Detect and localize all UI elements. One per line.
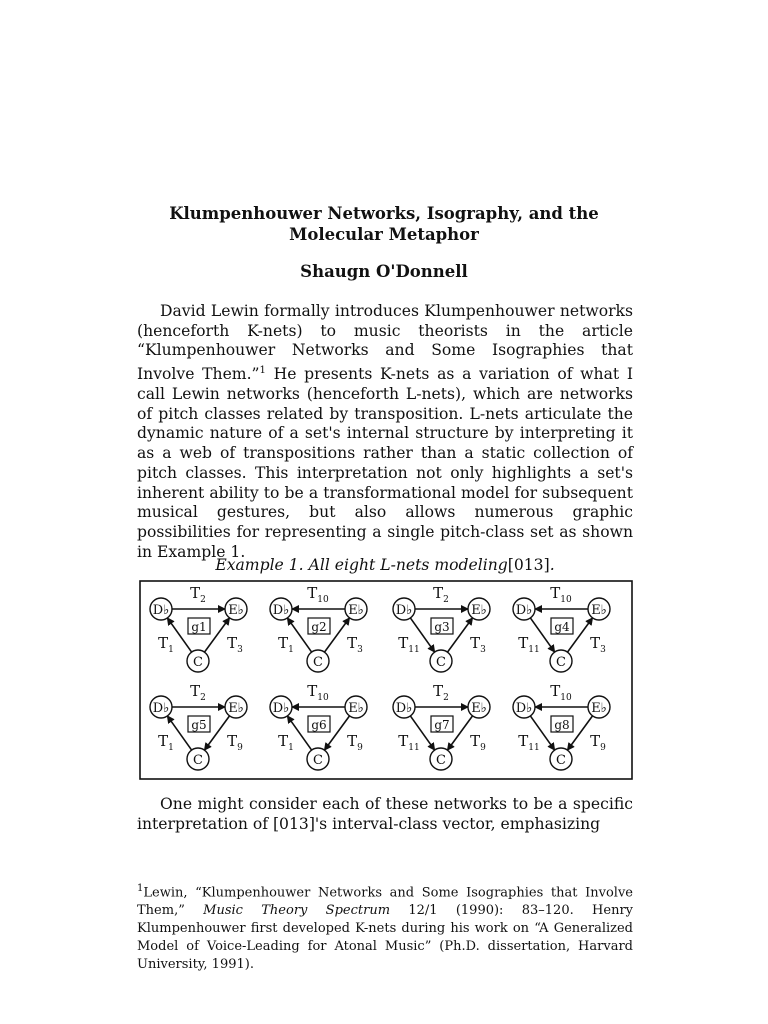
right-edge-label: $T_9$: [590, 732, 606, 753]
node-top-right-label: E♭: [228, 701, 244, 716]
node-top-left-label: D♭: [395, 603, 413, 618]
top-edge-label: $T_2$: [190, 584, 206, 605]
node-top-right-label: E♭: [471, 701, 487, 716]
lnet-network: [150, 584, 247, 672]
network-label: g5: [191, 718, 207, 732]
node-bottom-label: C: [193, 753, 203, 768]
footnote: [137, 880, 633, 974]
network-label: g8: [554, 718, 570, 732]
left-edge-label: $T_1$: [158, 732, 174, 753]
footnote-ref[interactable]: 1: [259, 365, 266, 377]
left-edge-label: $T_1$: [278, 634, 294, 655]
author-name: Shaugn O'Donnell: [300, 262, 468, 281]
network-label: g3: [434, 620, 450, 634]
left-edge-label: $T_{11}$: [518, 732, 540, 753]
right-edge-label: $T_9$: [470, 732, 486, 753]
left-edge-label: $T_{11}$: [518, 634, 540, 655]
article-title: [150, 203, 618, 245]
top-edge-label: $T_2$: [433, 584, 449, 605]
footnote-text-end: 12/1 (1990): 83–120. Henry Klumpenhouwer first developed K-nets during his work on “A Generalized Model of Voice-Leading for Atonal Music” (Ph.D. dissertation, Harvard University, 1991).: [137, 903, 633, 973]
lnet-network: [270, 682, 367, 770]
right-edge-label: $T_3$: [470, 634, 486, 655]
lnet-network: [513, 682, 610, 770]
left-edge-label: $T_{11}$: [398, 634, 420, 655]
left-edge-label: $T_{11}$: [398, 732, 420, 753]
title-line-1: Klumpenhouwer Networks, Isography, and the: [169, 204, 599, 223]
right-edge-label: $T_9$: [347, 732, 363, 753]
intro-paragraph: [137, 302, 633, 562]
network-label: g1: [191, 620, 207, 634]
footnote-text-start: Lewin, “Klumpenhouwer Networks and Some Isographies that Involve Them,”: [137, 885, 633, 919]
footnote-mark: 1: [137, 883, 144, 894]
footnote-journal: Music Theory Spectrum: [203, 903, 391, 919]
node-top-right-label: E♭: [228, 603, 244, 618]
top-edge-label: $T_{10}$: [307, 584, 329, 605]
right-edge-label: $T_9$: [227, 732, 243, 753]
node-bottom-label: C: [556, 753, 566, 768]
node-top-left-label: D♭: [272, 701, 290, 716]
right-edge-label: $T_3$: [347, 634, 363, 655]
lnet-network: [270, 584, 367, 672]
node-top-right-label: E♭: [471, 603, 487, 618]
lnet-diagram: [139, 580, 633, 780]
top-edge-label: $T_{10}$: [550, 584, 572, 605]
node-bottom-label: C: [556, 655, 566, 670]
node-top-right-label: E♭: [348, 701, 364, 716]
caption-italic: Example 1. All eight L-nets modeling: [215, 556, 508, 574]
top-edge-label: $T_2$: [190, 682, 206, 703]
network-label: g4: [554, 620, 570, 634]
node-top-right-label: E♭: [348, 603, 364, 618]
node-top-left-label: D♭: [272, 603, 290, 618]
caption-end: .: [549, 556, 555, 574]
node-top-left-label: D♭: [515, 603, 533, 618]
intro-text-after-ref: He presents K-nets as a variation of what I call Lewin networks (henceforth L-nets), which are networks of pitch classes related by transposition. L-nets articulate the dynamic nature of a set's internal structure by interpreting it as a web of transpositions rather than a static collection of pitch classes. This interpretation not only highlights a set's inherent ability to be a transformational model for subsequent musical gestures, but also allows numerous graphic possibilities for representing a single pitch-class set as shown in Example 1.: [137, 365, 633, 561]
caption-set: [013]: [507, 556, 550, 574]
right-edge-label: $T_3$: [590, 634, 606, 655]
left-edge-label: $T_1$: [158, 634, 174, 655]
node-bottom-label: C: [313, 655, 323, 670]
node-top-left-label: D♭: [152, 701, 170, 716]
second-paragraph: One might consider each of these networks to be a specific interpretation of [013]'s interval-class vector, emphasizing: [137, 795, 633, 833]
title-line-2: Molecular Metaphor: [289, 225, 479, 244]
network-label: g7: [434, 718, 450, 732]
lnet-network: [393, 584, 490, 672]
node-top-left-label: D♭: [152, 603, 170, 618]
node-bottom-label: C: [436, 753, 446, 768]
intro-text-before-ref: David Lewin formally introduces Klumpenhouwer networks (henceforth K-nets) to music theorists in the article “Klumpenhouwer Networks and Some Isographies that Involve Them.”: [137, 302, 633, 384]
lnet-figure: [139, 580, 633, 780]
node-top-left-label: D♭: [395, 701, 413, 716]
node-top-left-label: D♭: [515, 701, 533, 716]
node-top-right-label: E♭: [591, 603, 607, 618]
node-bottom-label: C: [436, 655, 446, 670]
top-edge-label: $T_{10}$: [307, 682, 329, 703]
lnet-network: [393, 682, 490, 770]
lnet-network: [513, 584, 610, 672]
network-label: g2: [311, 620, 327, 634]
left-edge-label: $T_1$: [278, 732, 294, 753]
network-label: g6: [311, 718, 327, 732]
node-bottom-label: C: [313, 753, 323, 768]
lnet-network: [150, 682, 247, 770]
example-caption: [137, 556, 633, 574]
node-top-right-label: E♭: [591, 701, 607, 716]
node-bottom-label: C: [193, 655, 203, 670]
top-edge-label: $T_{10}$: [550, 682, 572, 703]
right-edge-label: $T_3$: [227, 634, 243, 655]
top-edge-label: $T_2$: [433, 682, 449, 703]
